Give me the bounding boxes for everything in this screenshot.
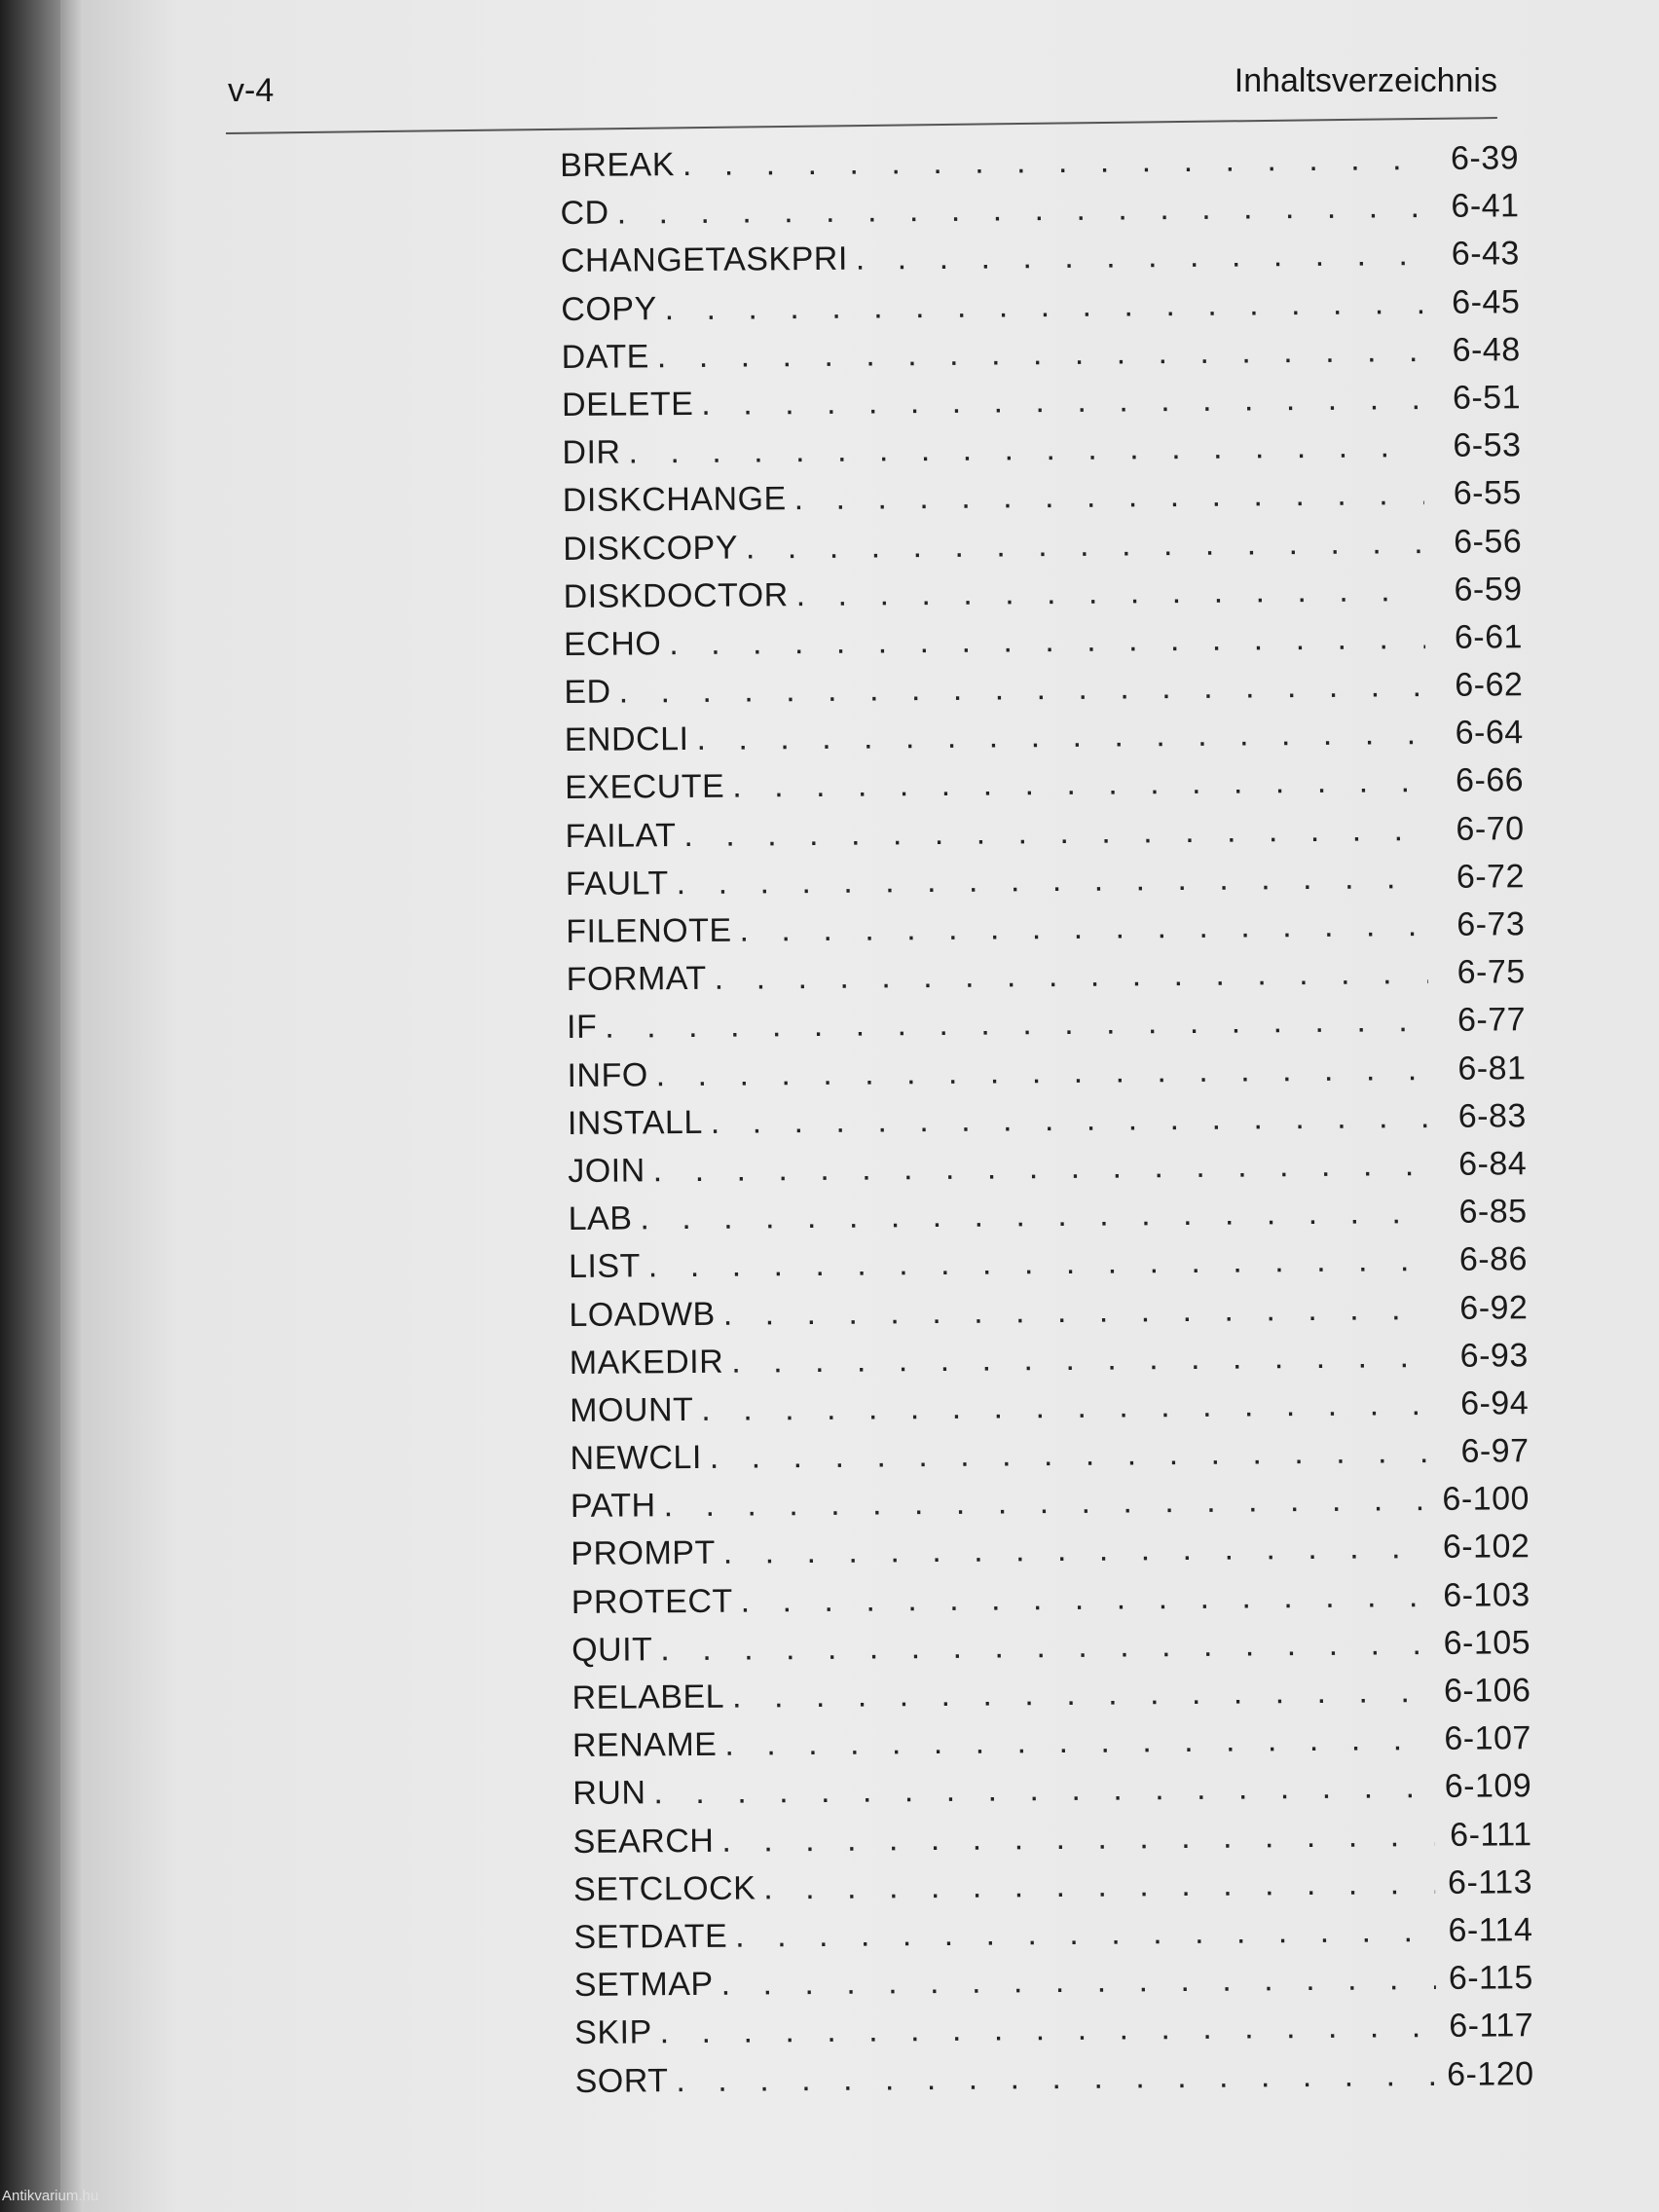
toc-entry-command: SKIP xyxy=(574,2013,652,2052)
toc-entry xyxy=(570,1337,1529,1392)
toc-entry-command: IF xyxy=(566,1009,598,1047)
dot-leader xyxy=(732,762,1426,806)
toc-entry-command: INSTALL xyxy=(567,1103,703,1142)
dot-leader xyxy=(763,1864,1435,1907)
dot-leader xyxy=(696,715,1426,758)
toc-entry-page: 6-39 xyxy=(1450,139,1520,177)
toc-entry-command: LIST xyxy=(568,1247,641,1286)
toc-entry xyxy=(573,1816,1532,1871)
toc-entry xyxy=(562,331,1521,387)
toc-entry-page: 6-86 xyxy=(1458,1240,1529,1279)
toc-entry-page: 6-51 xyxy=(1452,379,1522,417)
toc-entry xyxy=(561,236,1520,291)
toc-entry-command: RELABEL xyxy=(571,1677,725,1716)
dot-leader xyxy=(657,332,1423,376)
toc-entry-page: 6-59 xyxy=(1454,570,1523,608)
toc-entry xyxy=(570,1384,1529,1440)
dot-leader xyxy=(715,954,1428,998)
toc-entry-command: PROMPT xyxy=(571,1534,716,1573)
toc-entry xyxy=(568,1097,1527,1153)
dot-leader xyxy=(618,667,1425,712)
toc-entry xyxy=(571,1624,1530,1679)
toc-entry-page: 6-107 xyxy=(1444,1719,1532,1758)
toc-entry xyxy=(568,1145,1527,1200)
dot-leader xyxy=(794,475,1424,518)
toc-entry-page: 6-61 xyxy=(1454,618,1524,656)
toc-entry xyxy=(564,666,1523,721)
toc-entry-page: 6-106 xyxy=(1443,1672,1531,1710)
dot-leader xyxy=(683,811,1426,855)
dot-leader xyxy=(616,188,1421,232)
watermark: Antikvarium.hu xyxy=(2,2188,99,2204)
toc-entry-command: DISKDOCTOR xyxy=(563,575,789,615)
dot-leader xyxy=(721,1817,1435,1861)
toc-entry-page: 6-56 xyxy=(1453,522,1523,561)
toc-entry-page: 6-62 xyxy=(1455,666,1524,704)
toc-entry xyxy=(565,714,1524,769)
toc-entry-command: COPY xyxy=(561,289,657,328)
dot-leader xyxy=(796,571,1425,614)
dot-leader xyxy=(701,380,1423,424)
toc-entry-page: 6-41 xyxy=(1451,187,1520,225)
toc-entry-command: FILENOTE xyxy=(566,911,732,950)
toc-entry-page: 6-72 xyxy=(1456,858,1526,896)
toc-entry xyxy=(561,283,1520,339)
toc-entry xyxy=(572,1768,1531,1824)
toc-entry xyxy=(572,1719,1531,1775)
dot-leader xyxy=(677,859,1428,903)
toc-entry-page: 6-111 xyxy=(1450,1815,1532,1854)
toc-entry-command: ENDCLI xyxy=(564,720,689,759)
dot-leader xyxy=(656,1051,1429,1094)
dot-leader xyxy=(732,1673,1434,1716)
toc-entry-page: 6-85 xyxy=(1458,1193,1528,1231)
dot-leader xyxy=(720,1960,1435,2004)
toc-entry xyxy=(567,1002,1526,1057)
toc-entry-page: 6-84 xyxy=(1458,1145,1528,1183)
dot-leader xyxy=(735,1912,1436,1956)
dot-leader xyxy=(701,1385,1431,1429)
dot-leader xyxy=(648,1241,1430,1285)
dot-leader xyxy=(723,1290,1431,1334)
toc-entry xyxy=(571,1529,1530,1584)
toc-entry-page: 6-92 xyxy=(1459,1288,1529,1327)
dot-leader xyxy=(731,1338,1431,1382)
toc-entry-page: 6-103 xyxy=(1443,1575,1530,1614)
dot-leader xyxy=(663,1481,1432,1525)
toc-entry-page: 6-77 xyxy=(1456,1001,1527,1040)
toc-entry-page: 6-48 xyxy=(1452,331,1521,369)
toc-entry-page: 6-55 xyxy=(1453,474,1522,513)
toc-entry-command: SETCLOCK xyxy=(572,1869,756,1908)
dot-leader xyxy=(676,2055,1436,2099)
toc-entry xyxy=(562,379,1521,434)
toc-entry-page: 6-102 xyxy=(1442,1528,1530,1567)
toc-entry-command: SEARCH xyxy=(572,1822,715,1861)
toc-entry-command: PROTECT xyxy=(571,1582,733,1621)
toc-entry xyxy=(565,810,1524,866)
toc-entry-command: QUIT xyxy=(571,1631,653,1669)
toc-entry-command: DATE xyxy=(561,338,649,376)
toc-entry-command: SETDATE xyxy=(573,1917,728,1956)
toc-entry-page: 6-75 xyxy=(1456,953,1526,991)
toc-entry xyxy=(574,1959,1533,2014)
dot-leader xyxy=(660,2008,1437,2051)
toc-entry-command: NEWCLI xyxy=(570,1438,702,1478)
dot-leader xyxy=(628,427,1423,471)
toc-entry-command: MAKEDIR xyxy=(569,1343,724,1382)
dot-leader xyxy=(746,524,1425,567)
toc-entry xyxy=(569,1241,1528,1297)
toc-entry-command: PATH xyxy=(570,1487,656,1526)
toc-entry xyxy=(560,139,1519,195)
toc-entry-command: LAB xyxy=(568,1199,633,1238)
toc-entry-page: 6-114 xyxy=(1448,1911,1533,1949)
toc-entry xyxy=(568,1193,1527,1248)
dot-leader xyxy=(856,236,1422,278)
toc-entry-command: BREAK xyxy=(560,146,676,184)
toc-entry-page: 6-117 xyxy=(1449,2007,1534,2046)
toc-entry xyxy=(571,1480,1530,1535)
toc-entry xyxy=(566,905,1525,961)
toc-entry-page: 6-64 xyxy=(1455,714,1524,753)
toc-entry-command: ED xyxy=(564,673,611,712)
toc-entry-page: 6-113 xyxy=(1447,1862,1533,1901)
dot-leader xyxy=(653,1768,1434,1812)
toc-entry xyxy=(570,1432,1529,1488)
section-title-header: Inhaltsverzeichnis xyxy=(1234,62,1497,99)
toc-entry-command: RENAME xyxy=(571,1725,718,1765)
toc-entry-command: EXECUTE xyxy=(565,768,725,807)
toc-entry-page: 6-93 xyxy=(1459,1336,1529,1375)
toc-entry-page: 6-97 xyxy=(1460,1432,1530,1470)
toc-entry-page: 6-120 xyxy=(1446,2054,1534,2093)
toc-entry xyxy=(569,1289,1528,1345)
toc-entry xyxy=(563,571,1522,626)
toc-entry xyxy=(563,523,1522,578)
toc-entry xyxy=(573,1911,1532,1967)
toc-entry-page: 6-115 xyxy=(1448,1959,1533,1998)
toc-entry-page: 6-105 xyxy=(1443,1624,1531,1662)
page-number-header: v-4 xyxy=(228,72,275,109)
dot-leader xyxy=(653,1146,1430,1190)
dot-leader xyxy=(669,619,1425,663)
toc-entry-page: 6-109 xyxy=(1444,1767,1532,1806)
toc-entry-page: 6-66 xyxy=(1455,761,1525,800)
toc-entry-page: 6-70 xyxy=(1456,809,1525,848)
toc-entry-page: 6-43 xyxy=(1451,235,1521,274)
toc-entry-command: INFO xyxy=(567,1055,648,1094)
toc-entry-command: DISKCHANGE xyxy=(562,480,787,520)
toc-entry xyxy=(571,1672,1530,1727)
toc-entry-page: 6-100 xyxy=(1442,1480,1530,1519)
dot-leader xyxy=(660,1625,1433,1669)
dot-leader xyxy=(710,1433,1432,1477)
toc-entry-command: LOADWB xyxy=(569,1295,716,1334)
toc-entry-command: JOIN xyxy=(568,1152,645,1190)
toc-entry-command: FAILAT xyxy=(565,816,677,855)
toc-entry-command: MOUNT xyxy=(570,1390,694,1429)
toc-entry xyxy=(573,1863,1532,1919)
toc-entry-command: CD xyxy=(560,194,609,233)
toc-entry-command: FORMAT xyxy=(566,960,707,999)
toc-entry xyxy=(574,2055,1533,2111)
toc-entry xyxy=(567,1050,1526,1105)
toc-entry-page: 6-81 xyxy=(1457,1049,1527,1088)
table-of-contents xyxy=(560,139,1534,2110)
dot-leader xyxy=(665,284,1423,328)
dot-leader xyxy=(640,1194,1430,1237)
toc-entry-command: RUN xyxy=(572,1774,646,1813)
toc-entry xyxy=(565,762,1524,818)
dot-leader xyxy=(741,1577,1433,1621)
dot-leader xyxy=(724,1720,1434,1764)
toc-entry-command: SETMAP xyxy=(573,1965,714,2005)
toc-entry xyxy=(563,475,1522,531)
toc-entry xyxy=(562,426,1521,482)
dot-leader xyxy=(739,906,1427,950)
toc-entry-page: 6-45 xyxy=(1452,282,1521,321)
toc-entry-page: 6-83 xyxy=(1457,1096,1527,1135)
toc-entry-command: FAULT xyxy=(565,864,669,903)
dot-leader xyxy=(723,1529,1433,1572)
dot-leader xyxy=(711,1098,1429,1142)
toc-entry-command: DELETE xyxy=(561,385,694,424)
dot-leader xyxy=(682,140,1422,184)
toc-entry xyxy=(571,1576,1530,1632)
toc-entry xyxy=(567,953,1526,1009)
toc-entry-command: CHANGETASKPRI xyxy=(560,240,848,280)
toc-entry xyxy=(564,618,1523,674)
page-edge xyxy=(60,0,86,2212)
toc-entry-command: DIR xyxy=(562,433,621,472)
dot-leader xyxy=(605,1002,1428,1047)
toc-entry-page: 6-73 xyxy=(1456,905,1526,943)
toc-entry-command: ECHO xyxy=(563,625,662,663)
toc-entry-page: 6-94 xyxy=(1459,1384,1530,1422)
toc-entry-command: DISKCOPY xyxy=(563,529,739,568)
toc-entry-page: 6-53 xyxy=(1453,426,1522,464)
toc-entry xyxy=(560,187,1519,242)
toc-entry xyxy=(566,858,1525,913)
toc-entry-command: SORT xyxy=(574,2061,669,2100)
toc-entry xyxy=(574,2008,1533,2063)
